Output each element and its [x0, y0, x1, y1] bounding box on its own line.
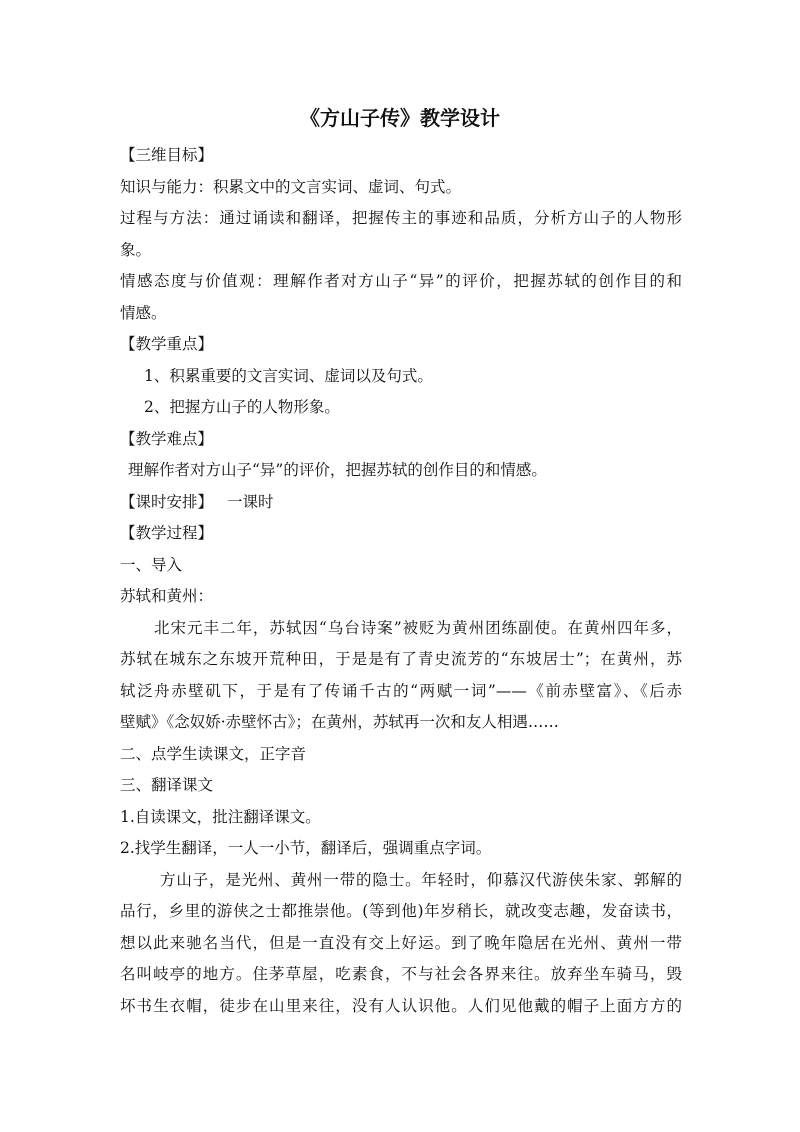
section-heading-schedule: 【课时安排】: [120, 492, 214, 511]
difficulty-text: 理解作者对方山子“异”的评价，把握苏轼的创作目的和情感。: [128, 461, 547, 479]
para2-line3: 想以此来驰名当代，但是一直没有交上好运。到了晚年隐居在光州、黄州一带: [120, 933, 682, 952]
document-body: [120, 140, 682, 1022]
process-step-3-2: 2.找学生翻译，一人一小节，翻译后，强调重点字词。: [120, 839, 492, 857]
para2-line5: 坏书生衣帽，徒步在山里来往，没有人认识他。人们见他戴的帽子上面方方的: [120, 996, 682, 1015]
goal-emotion-line2: 情感。: [120, 303, 167, 322]
section-heading-goals: 【三维目标】: [120, 146, 214, 164]
goal-emotion-line1: 情感态度与价值观：理解作者对方山子“异”的评价，把握苏轼的创作目的和: [120, 272, 682, 290]
para2-line2: 品行，乡里的游侠之士都推崇他。(等到他)年岁稍长，就改变志趣，发奋读书，: [120, 902, 682, 920]
document-title: 《方山子传》教学设计: [300, 106, 500, 130]
section-heading-process: 【教学过程】: [120, 524, 214, 542]
goal-knowledge: 知识与能力：积累文中的文言实词、虚词、句式。: [120, 177, 462, 196]
process-step-3: 三、翻译课文: [120, 776, 214, 794]
para1-line4: 壁赋》《念奴娇·赤壁怀古》；在黄州，苏轼再一次和友人相遇……: [120, 713, 559, 731]
process-subhead: 苏轼和黄州：: [120, 587, 214, 605]
process-step-3-1: 1.自读课文，批注翻译课文。: [120, 807, 321, 826]
process-step-2: 二、点学生读课文，正字音: [120, 744, 307, 763]
para2-line4: 名叫岐亭的地方。住茅草屋，吃素食，不与社会各界来往。放弃坐车骑马，毁: [120, 965, 682, 983]
section-heading-difficulty: 【教学难点】: [120, 429, 214, 448]
schedule-row: [120, 487, 682, 519]
key-point-item-1: 1、积累重要的文言实词、虚词以及句式。: [144, 366, 433, 385]
process-intro: 一、导入: [120, 555, 183, 574]
key-point-item-2: 2、把握方山子的人物形象。: [144, 398, 340, 416]
para2-line1: 方山子，是光州、黄州一带的隐士。年轻时，仰慕汉代游侠朱家、郭解的: [160, 870, 682, 889]
para1-line2: 苏轼在城东之东坡开荒种田，于是是有了青史流芳的“东坡居士”；在黄州，苏: [120, 650, 682, 668]
goal-process-line2: 象。: [120, 240, 152, 259]
para1-line1: 北宋元丰二年，苏轼因“乌台诗案”被贬为黄州团练副使。在黄州四年多，: [154, 618, 682, 637]
section-heading-key-points: 【教学重点】: [120, 335, 214, 353]
goal-process-line1: 过程与方法：通过诵读和翻译，把握传主的事迹和品质，分析方山子的人物形: [120, 209, 682, 227]
para1-line3: 轼泛舟赤壁矶下，于是有了传诵千古的“两赋一词”——《前赤壁富》、《后赤: [120, 681, 682, 700]
schedule-value: 一课时: [227, 492, 274, 511]
